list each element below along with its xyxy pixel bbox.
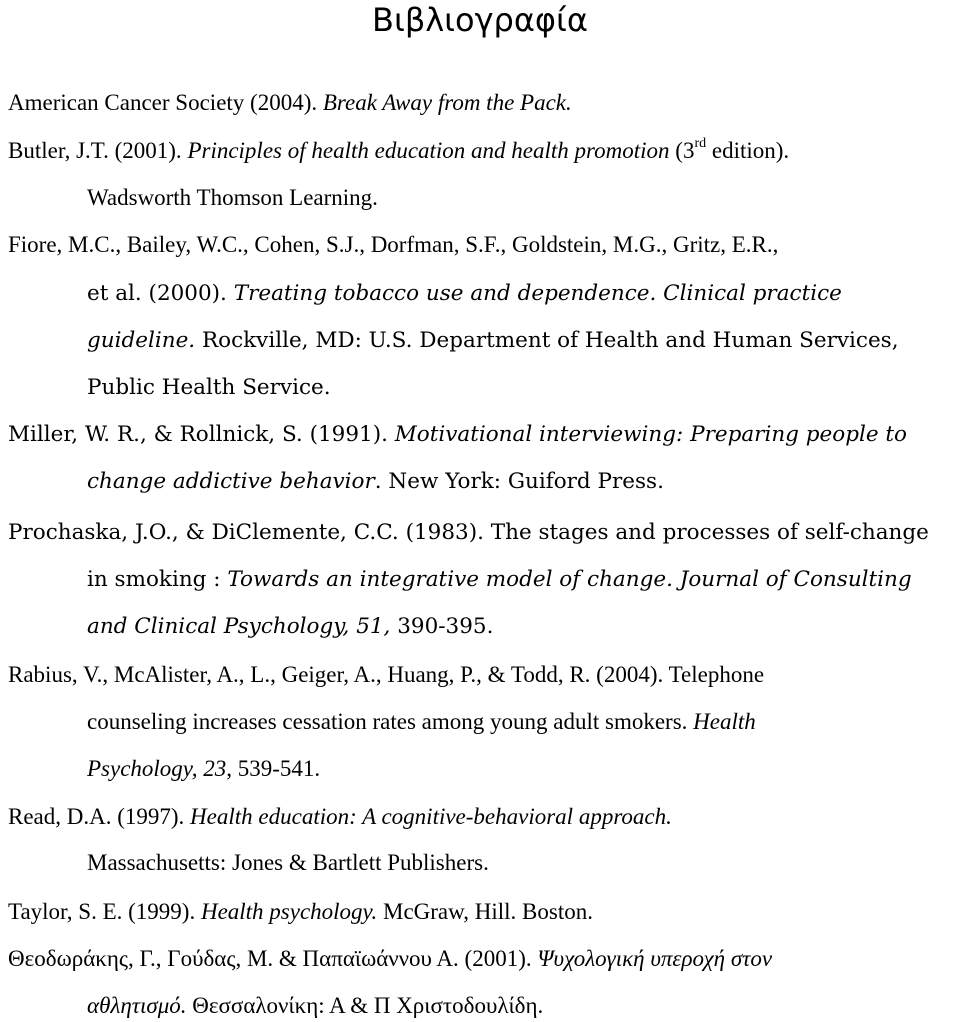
ref-line: in smoking : Towards an integrative model of change. Journal of Consulting xyxy=(87,567,912,592)
ref-line: Public Health Service. xyxy=(87,375,331,400)
ref-line: and Clinical Psychology, 51, 390-395. xyxy=(87,614,494,639)
ref-line: Miller, W. R., & Rollnick, S. (1991). Motivational interviewing: Preparing people to xyxy=(8,422,907,447)
ref-line: Rabius, V., McAlister, A., L., Geiger, A., Huang, P., & Todd, R. (2004). Telephone xyxy=(8,662,765,687)
ref-line: Θεοδωράκης, Γ., Γούδας, Μ. & Παπαϊωάννου Α. (2001). Ψυχολογική υπεροχή στον xyxy=(8,946,773,971)
ref-line: et al. (2000). Treating tobacco use and dependence. Clinical practice xyxy=(87,281,842,306)
ref-line: Massachusetts: Jones & Bartlett Publishers. xyxy=(87,850,489,875)
ref-line: guideline. Rockville, MD: U.S. Department of Health and Human Services, xyxy=(87,328,899,353)
ref-line: Wadsworth Thomson Learning. xyxy=(87,185,378,210)
ref-line: Fiore, M.C., Bailey, W.C., Cohen, S.J., Dorfman, S.F., Goldstein, M.G., Gritz, E.R., xyxy=(8,232,779,257)
ref-line: αθλητισμό. Θεσσαλονίκη: Α & Π Χριστοδουλίδη. xyxy=(87,993,544,1018)
ref-line: Psychology, 23, 539-541. xyxy=(87,756,321,781)
page-title: Βιβλιογραφία xyxy=(372,1,588,39)
ref-line: Read, D.A. (1997). Health education: A cognitive-behavioral approach. xyxy=(8,804,672,829)
ref-line: Prochaska, J.O., & DiClemente, C.C. (1983). The stages and processes of self-change xyxy=(8,520,929,545)
ref-line: Butler, J.T. (2001). Principles of health education and health promotion (3rd edition). xyxy=(8,136,790,163)
ref-line: counseling increases cessation rates among young adult smokers. Health xyxy=(87,709,756,734)
ref-line: Taylor, S. E. (1999). Health psychology. McGraw, Hill. Boston. xyxy=(8,899,593,924)
ref-line: change addictive behavior. New York: Guiford Press. xyxy=(87,469,664,494)
ref-line: American Cancer Society (2004). Break Away from the Pack. xyxy=(8,90,572,115)
